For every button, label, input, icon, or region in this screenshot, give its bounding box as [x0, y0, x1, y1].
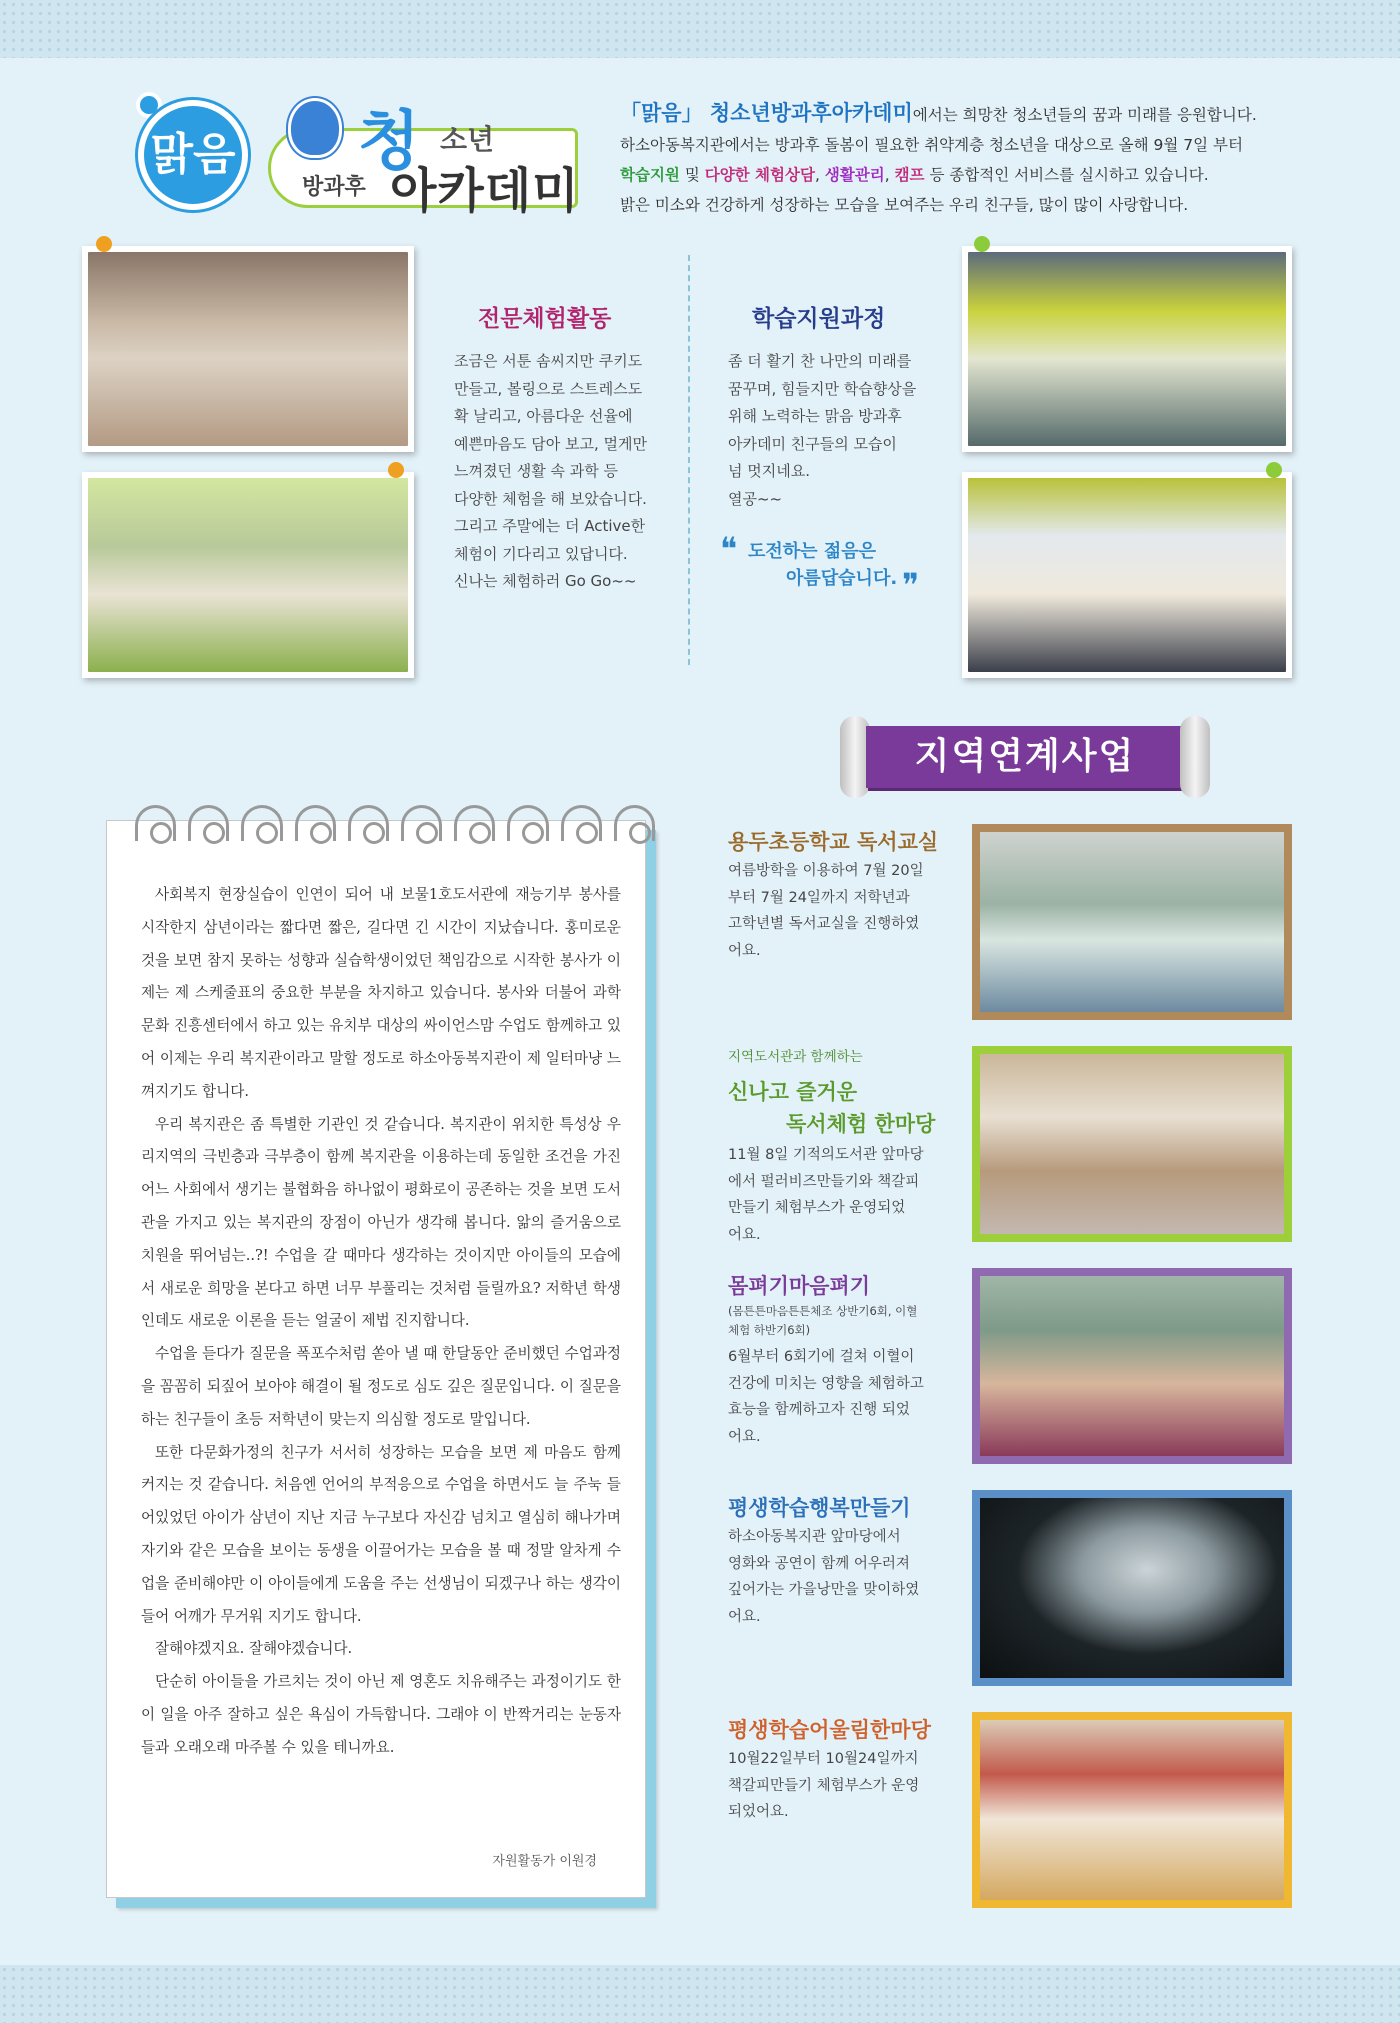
logo-bang: 방과후 [302, 175, 366, 200]
body-line: 위해 노력하는 맑음 방과후 [728, 407, 902, 425]
top-dotted-band [0, 0, 1400, 58]
body-line: 체험이 기다리고 있답니다. [454, 544, 628, 563]
community-banner [840, 716, 1210, 798]
ring-icon [561, 805, 602, 841]
program-photo-frame [972, 824, 1292, 1020]
ring-icon [348, 805, 389, 841]
photo-science [82, 472, 414, 678]
intro-line4: 밝은 미소와 건강하게 성장하는 모습을 보여주는 우리 친구들, 많이 많이 사랑합니다. [620, 196, 1189, 214]
program-photo-frame [972, 1046, 1292, 1242]
essay-paragraph: 사회복지 현장실습이 인연이 되어 내 보물1호도서관에 재능기부 봉사를 시작한지 삼년이라는 짧다면 짧은, 길다면 긴 시간이 지났습니다. 홍미로운 것을 보면 참지 못하는 성향과 실습학생이었던 책임감으로 시작한 봉사가 이제는 제 스케줄표의 중요한 부분을 차지하고 있습니다. 봉사와 더불어 과학문화 진흥센터에서 하고 있는 유치부 대상의 싸이언스맘 수업도 함께하고 있어 이제는 우리 복지관이라고 말할 정도로 하소아동복지관이 제 일터마냥 느껴지기도 합니다. [141, 886, 621, 1100]
body-line: 그리고 주말에는 더 Active한 [454, 517, 646, 535]
intro-comma: , [884, 166, 895, 184]
program-title: 평생학습어울림한마당 [728, 1718, 931, 1742]
photo-science-image [88, 478, 408, 672]
program-title: 신나고 즐거운 [728, 1080, 858, 1104]
intro-line2: 하소아동복지관에서는 방과후 돌봄이 필요한 취약계층 청소년을 대상으로 올해 9월 7일 부터 [620, 136, 1243, 154]
intro-line1: 에서는 희망찬 청소년들의 꿈과 미래를 응원합니다. [912, 106, 1257, 124]
body-line: 확 날리고, 아름다운 선율에 [454, 407, 633, 425]
ring-icon [454, 805, 495, 841]
program-note: (몸튼튼마음튼튼체조 상반기6회, 이혈 [728, 1304, 918, 1318]
pin-icon [1266, 462, 1282, 478]
experience-title: 전문체험활동 [478, 306, 612, 332]
program-photo-frame [972, 1712, 1292, 1908]
program-photo [980, 1276, 1284, 1456]
program-body-line: 11월 8일 기적의도서관 앞마당 [728, 1147, 924, 1163]
logo-academy: 아카데미 [390, 163, 580, 219]
photo-classroom-2-image [968, 478, 1286, 672]
program-subtitle: 지역도서관과 함께하는 [728, 1049, 863, 1065]
body-line: 느껴졌던 생활 속 과학 등 [454, 462, 618, 480]
program-body-line: 여름방학을 이용하여 7월 20일 [728, 863, 924, 879]
program-title: 평생학습행복만들기 [728, 1496, 911, 1520]
quote-line-2: 아름답습니다. [786, 568, 898, 589]
program-body-line: 깊어가는 가을낭만을 맞이하였 [728, 1582, 920, 1598]
intro-comma: , [814, 166, 825, 184]
ring-icon [188, 805, 229, 841]
program-note: 체험 하반기6회) [728, 1323, 811, 1337]
body-line: 신나는 체험하러 Go Go~~ [454, 572, 637, 590]
logo-chung: 청 [358, 105, 420, 179]
learning-body [728, 348, 938, 513]
program-photo [980, 1054, 1284, 1234]
essay-paragraph: 또한 다문화가정의 친구가 서서히 성장하는 모습을 보면 제 마음도 함께 커지는 것 같습니다. 처음엔 언어의 부적응으로 수업을 하면서도 늘 주눅 들어있었던 아이가 삼년이 지난 지금 누구보다 자신감 넘치고 열심히 해나가며 자기와 같은 모습을 보이는 동생을 이끌어가는 모습을 볼 때 정말 알차게 수업을 준비해야만 이 아이들에게 도움을 주는 선생님이 되겠구나 하는 생각이 들어 어깨가 무거워 지기도 합니다. [141, 1443, 621, 1625]
ring-icon [241, 805, 282, 841]
program-body-line: 어요. [728, 1608, 761, 1625]
logo-sonyeon: 소년 [440, 123, 495, 156]
program-body-line: 10월22일부터 10월24일까지 [728, 1751, 919, 1767]
program-photo [980, 1498, 1284, 1678]
essay-paragraph: 수업을 듣다가 질문을 폭포수처럼 쏟아 낼 때 한달동안 준비했던 수업과정을 꼼꼼히 되짚어 보아야 해결이 될 정도로 심도 깊은 질문입니다. 이 질문을 하는 친구들이 초등 저학년이 맞는지 의심할 정도로 말입니다. [141, 1345, 621, 1428]
volunteer-essay-notebook [106, 820, 646, 1898]
body-line: 아카데미 친구들의 모습이 [728, 434, 897, 453]
program-title: 용두초등학교 독서교실 [728, 830, 939, 854]
program-title-2: 독서체험 한마당 [786, 1112, 936, 1136]
notebook-rings [135, 805, 655, 845]
body-line: 꿈꾸며, 힘들지만 학습향상을 [728, 379, 917, 398]
photo-classroom-2 [962, 472, 1292, 678]
body-line: 만들고, 볼링으로 스트레스도 [454, 379, 643, 398]
essay-paragraph: 단순히 아이들을 가르치는 것이 아닌 제 영혼도 치유해주는 과정이기도 한 이 일을 아주 잘하고 싶은 욕심이 가득합니다. 그래야 이 반짝거리는 눈동자들과 오래오래 마주볼 수 있을 테니까요. [141, 1673, 621, 1756]
program-body-line: 어요. [728, 1226, 761, 1243]
body-line: 조금은 서툰 솜씨지만 쿠키도 [454, 352, 643, 370]
ring-icon [614, 805, 655, 841]
keyword-life: 생활관리 [824, 166, 885, 184]
intro-line3: 등 종합적인 서비스를 실시하고 있습니다. [924, 166, 1209, 184]
body-line: 좀 더 활기 찬 나만의 미래를 [728, 352, 912, 370]
ring-icon [507, 805, 548, 841]
program-body-line: 6월부터 6회기에 걸쳐 이혈이 [728, 1349, 915, 1365]
program-body-line: 하소아동복지관 앞마당에서 [728, 1529, 901, 1545]
body-line: 넘 멋지네요. [728, 462, 810, 480]
body-line: 예쁜마음도 담아 보고, 멀게만 [454, 434, 647, 453]
program-body-line: 어요. [728, 942, 761, 959]
essay-paragraph: 잘해야겠지요. 잘해야겠습니다. [155, 1640, 353, 1658]
body-line: 다양한 체험을 해 보았습니다. [454, 489, 647, 508]
logo-badge: 맑음 [138, 100, 248, 210]
program-body-line: 부터 7월 24일까지 저학년과 [728, 889, 910, 906]
program-body-line: 효능을 함께하고자 진행 되었 [728, 1402, 910, 1418]
pin-icon [388, 462, 404, 478]
learning-title: 학습지원과정 [752, 306, 886, 332]
essay-paragraph: 우리 복지관은 좀 특별한 기관인 것 같습니다. 복지관이 위치한 특성상 우리지역의 극빈층과 극부층이 함께 복지관을 이용하는데 동일한 조건을 가진 어느 사회에서 생기는 불협화음 하나없이 평화로이 공존하는 것을 보면 도서관을 가지고 있는 복지관의 장점이 아닌가 생각해 봅니다. 앎의 즐거움으로 치원을 뛰어넘는..?! 수업을 갈 때마다 생각하는 것이지만 아이들의 모습에서 새로운 희망을 본다고 하면 너무 부풀리는 것처럼 들릴까요? 저학년 학생인데도 새로운 이론을 듣는 얼굴이 제법 진지합니다. [141, 1115, 621, 1330]
program-photo [980, 1720, 1284, 1900]
bottom-dotted-band [0, 1965, 1400, 2023]
banner-title: 지역연계사업 [866, 726, 1184, 788]
essay-text [141, 879, 621, 1765]
program-body-line: 건강에 미치는 영향을 체험하고 [728, 1375, 924, 1392]
photo-bowling-image [88, 252, 408, 446]
ring-icon [295, 805, 336, 841]
photo-classroom-1 [962, 246, 1292, 452]
program-body-line: 어요. [728, 1428, 761, 1445]
intro-paragraph [620, 98, 1290, 220]
essay-signature: 자원활동가 이원경 [492, 1854, 597, 1869]
mascot-icon [288, 98, 342, 158]
intro-and: 및 [679, 166, 705, 184]
pin-icon [96, 236, 112, 252]
program-body-line: 만들기 체험부스가 운영되었 [728, 1200, 906, 1216]
keyword-learning: 학습지원 [620, 166, 680, 184]
program-body-line: 영화와 공연이 함께 어우러져 [728, 1555, 910, 1572]
photo-classroom-1-image [968, 252, 1286, 446]
learning-quote [722, 538, 897, 592]
pin-icon [974, 236, 990, 252]
scroll-right [1180, 716, 1210, 798]
keyword-camp: 캠프 [894, 166, 925, 184]
intro-highlight: 「맑음」 청소년방과후아카데미 [620, 101, 913, 125]
body-line: 열공~~ [728, 489, 783, 508]
program-photo [980, 832, 1284, 1012]
ring-icon [135, 805, 176, 841]
program-title: 몸펴기마음펴기 [728, 1274, 871, 1298]
program-body-line: 고학년별 독서교실을 진행하였 [728, 916, 920, 932]
close-quote-icon: ❞ [902, 566, 920, 604]
photo-bowling [82, 246, 414, 452]
experience-body [454, 348, 664, 596]
program-body-line: 되었어요. [728, 1804, 789, 1820]
program-photo-frame [972, 1268, 1292, 1464]
ring-icon [401, 805, 442, 841]
keyword-experience: 다양한 체험상담 [704, 166, 815, 184]
column-divider [688, 255, 690, 665]
program-body-line: 책갈피만들기 체험부스가 운영 [728, 1777, 920, 1794]
academy-logo [128, 90, 588, 220]
program-body-line: 에서 펄러비즈만들기와 책갈피 [728, 1173, 920, 1190]
quote-line-1: 도전하는 젊음은 [748, 541, 876, 562]
open-quote-icon: ❝ [720, 530, 738, 568]
program-photo-frame [972, 1490, 1292, 1686]
